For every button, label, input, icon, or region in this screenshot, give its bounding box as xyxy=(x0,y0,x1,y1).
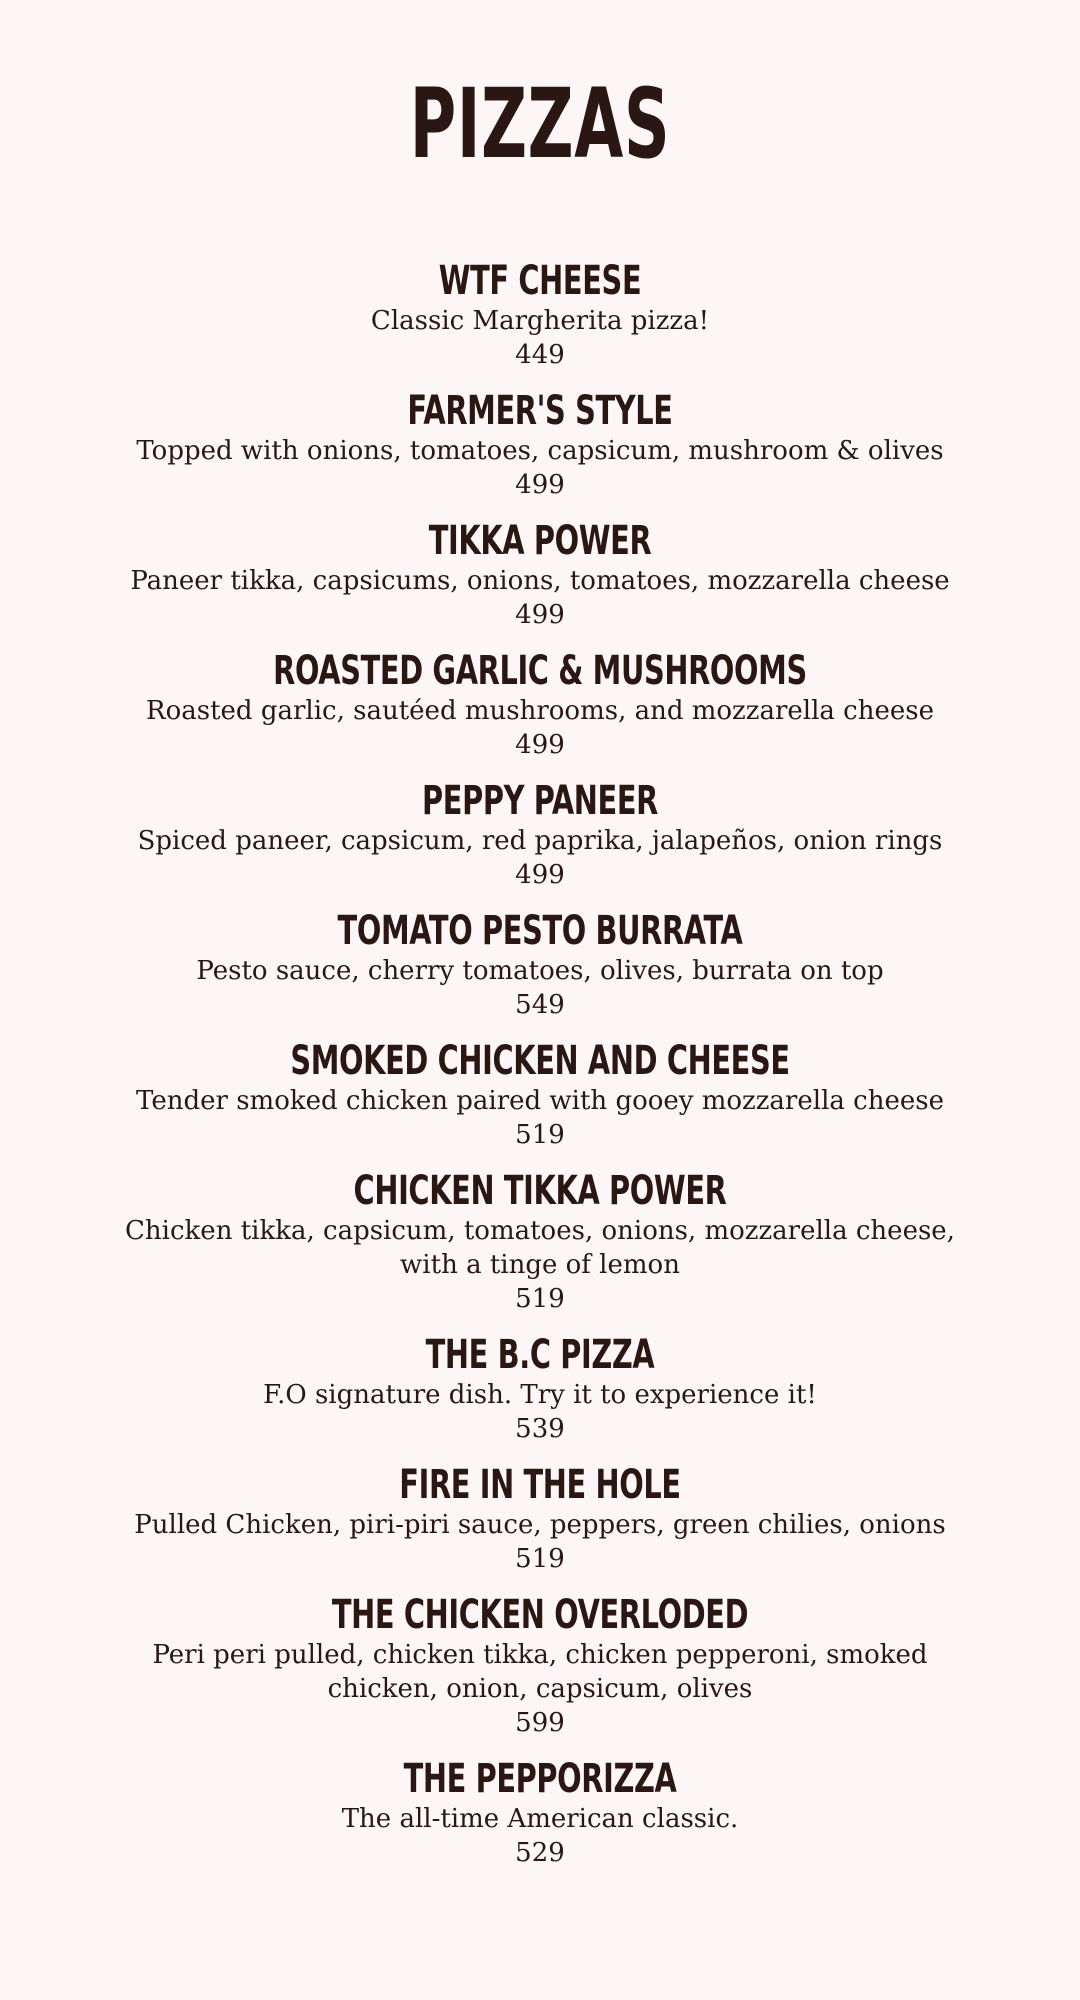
menu-item xyxy=(110,1756,970,1870)
menu-item-name: THE B.C PIZZA xyxy=(425,1332,655,1378)
menu-item-name: TOMATO PESTO BURRATA xyxy=(337,908,743,954)
menu-item-price: 529 xyxy=(515,1838,565,1868)
menu-title: PIZZAS xyxy=(409,68,671,180)
menu-item xyxy=(110,388,970,502)
menu-item-description: Peri peri pulled, chicken tikka, chicken pepperoni, smoked chicken, onion, capsicum, olives xyxy=(152,1640,928,1704)
menu-item xyxy=(110,908,970,1022)
menu-item-description: Pesto sauce, cherry tomatoes, olives, burrata on top xyxy=(196,956,884,986)
menu-items-list xyxy=(0,258,1080,1870)
menu-item-description: Paneer tikka, capsicums, onions, tomatoes, mozzarella cheese xyxy=(130,566,950,596)
menu-item-price: 499 xyxy=(515,600,565,630)
menu-item-name: ROASTED GARLIC & MUSHROOMS xyxy=(273,648,807,694)
menu-item-price: 499 xyxy=(515,860,565,890)
menu-item-description: Spiced paneer, capsicum, red paprika, jalapeños, onion rings xyxy=(137,826,943,856)
menu-item-description: Pulled Chicken, piri-piri sauce, peppers, green chilies, onions xyxy=(134,1510,946,1540)
menu-item-name: TIKKA POWER xyxy=(428,518,652,564)
menu-item-price: 599 xyxy=(515,1708,565,1738)
menu-item-description: Classic Margherita pizza! xyxy=(370,306,710,336)
menu-item xyxy=(110,778,970,892)
menu-item xyxy=(110,518,970,632)
menu-item xyxy=(110,1462,970,1576)
menu-item-price: 539 xyxy=(515,1414,565,1444)
menu-item-description: Chicken tikka, capsicum, tomatoes, onions, mozzarella cheese, with a tinge of lemon xyxy=(125,1216,955,1280)
menu-item-description: Topped with onions, tomatoes, capsicum, mushroom & olives xyxy=(136,436,944,466)
menu-item xyxy=(110,1332,970,1446)
menu-item-description: F.O signature dish. Try it to experience it! xyxy=(263,1380,817,1410)
menu-item-price: 499 xyxy=(515,730,565,760)
menu-item-name: THE PEPPORIZZA xyxy=(403,1756,677,1802)
menu-item-price: 519 xyxy=(515,1284,565,1314)
menu-item-description: Tender smoked chicken paired with gooey mozzarella cheese xyxy=(136,1086,944,1116)
menu-item xyxy=(110,648,970,762)
menu-item-name: THE CHICKEN OVERLODED xyxy=(331,1592,749,1638)
menu-item xyxy=(110,258,970,372)
menu-item-name: WTF CHEESE xyxy=(438,258,642,304)
menu-item-name: CHICKEN TIKKA POWER xyxy=(353,1168,727,1214)
menu-item-price: 519 xyxy=(515,1544,565,1574)
menu-item-description: Roasted garlic, sautéed mushrooms, and mozzarella cheese xyxy=(146,696,934,726)
menu-item-price: 519 xyxy=(515,1120,565,1150)
menu-item-name: PEPPY PANEER xyxy=(422,778,658,824)
menu-item-price: 499 xyxy=(515,470,565,500)
menu-item-description: The all-time American classic. xyxy=(341,1804,739,1834)
menu-item xyxy=(110,1592,970,1740)
menu-item-name: FARMER'S STYLE xyxy=(407,388,673,434)
menu-item-name: SMOKED CHICKEN AND CHEESE xyxy=(290,1038,790,1084)
menu-item xyxy=(110,1038,970,1152)
menu-item-price: 449 xyxy=(515,340,565,370)
menu-item xyxy=(110,1168,970,1316)
menu-item-price: 549 xyxy=(515,990,565,1020)
menu-item-name: FIRE IN THE HOLE xyxy=(399,1462,681,1508)
